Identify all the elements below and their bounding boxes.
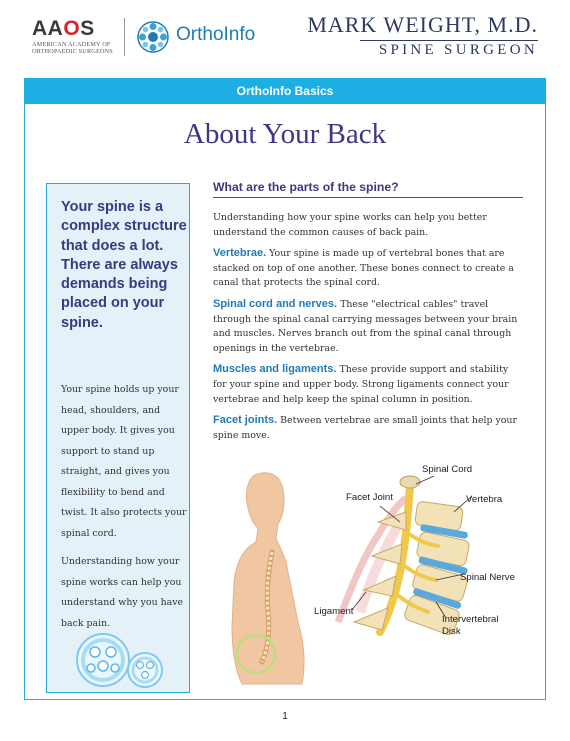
item-spinal-cord <box>213 297 523 356</box>
aaos-logo-mark: AAOS <box>32 17 95 40</box>
item-vertebrae <box>213 246 523 291</box>
aaos-logo-subtitle: AMERICAN ACADEMY OF ORTHOPAEDIC SURGEONS <box>32 41 113 55</box>
item-text: Your spine is made up of vertebral bones that are stacked on top of one another. These bones connect to create a canal that protects the spinal cord. <box>213 248 514 289</box>
item-term: Vertebrae. <box>213 247 267 260</box>
item-muscles <box>213 362 523 407</box>
label-facet-joint: Facet Joint <box>346 492 393 503</box>
sidebar-callout: Your spine is a complex structure that does a lot. There are always demands being placed on your spine. <box>61 199 187 331</box>
sidebar-paragraph-1: Your spine holds up your head, shoulders, and upper body. It gives you support to stand up straight, and gives you flexibility to bend and twist. It also protects your spinal cord. <box>61 384 187 539</box>
human-silhouette-icon <box>232 473 304 684</box>
item-facet-joints <box>213 413 523 443</box>
section-banner <box>24 78 546 104</box>
sidebar-box <box>46 183 190 693</box>
sidebar-paragraph-2: Understanding how your spine works can help you understand why you have back pain. <box>61 556 184 629</box>
main-column <box>213 180 523 443</box>
page-title: About Your Back <box>183 118 387 150</box>
section-heading: What are the parts of the spine? <box>213 180 523 198</box>
item-text: These provide support and stability for your spine and upper body. Strong ligaments connect your vertebrae and help keep the spinal column in position. <box>213 364 509 405</box>
label-spinal-cord: Spinal Cord <box>422 464 473 475</box>
banner-label: OrthoInfo Basics <box>236 84 334 98</box>
label-intervertebral: Intervertebral <box>442 614 499 625</box>
doctor-title: SPINE SURGEON <box>378 42 538 58</box>
doctor-name-rule <box>360 40 538 41</box>
molecule-decoration-icon <box>69 622 169 692</box>
header-divider <box>124 18 125 56</box>
label-disk: Disk <box>442 626 461 637</box>
item-term: Facet joints. <box>213 414 278 427</box>
spine-illustration <box>210 452 540 692</box>
label-vertebra: Vertebra <box>466 494 503 505</box>
label-ligament: Ligament <box>314 606 354 617</box>
orthoinfo-logo-icon <box>136 20 170 54</box>
item-text: These "electrical cables" travel through the spinal canal carrying messages between your brain and muscles. Nerves branch out from the spinal canal through openings in the vertebrae. <box>213 298 518 354</box>
doctor-name: MARK WEIGHT, M.D. <box>307 12 538 37</box>
item-term: Muscles and ligaments. <box>213 363 337 376</box>
aaos-logo <box>32 18 120 55</box>
intro-paragraph: Understanding how your spine works can help you better understand the common causes of back pain. <box>213 212 487 238</box>
label-spinal-nerve: Spinal Nerve <box>460 572 515 583</box>
page-number: 1 <box>282 711 288 722</box>
item-text: Between vertebrae are small joints that help your spine move. <box>213 415 517 441</box>
page-header <box>0 0 570 78</box>
orthoinfo-logo-text: OrthoInfo <box>176 24 256 45</box>
item-term: Spinal cord and nerves. <box>213 297 338 310</box>
